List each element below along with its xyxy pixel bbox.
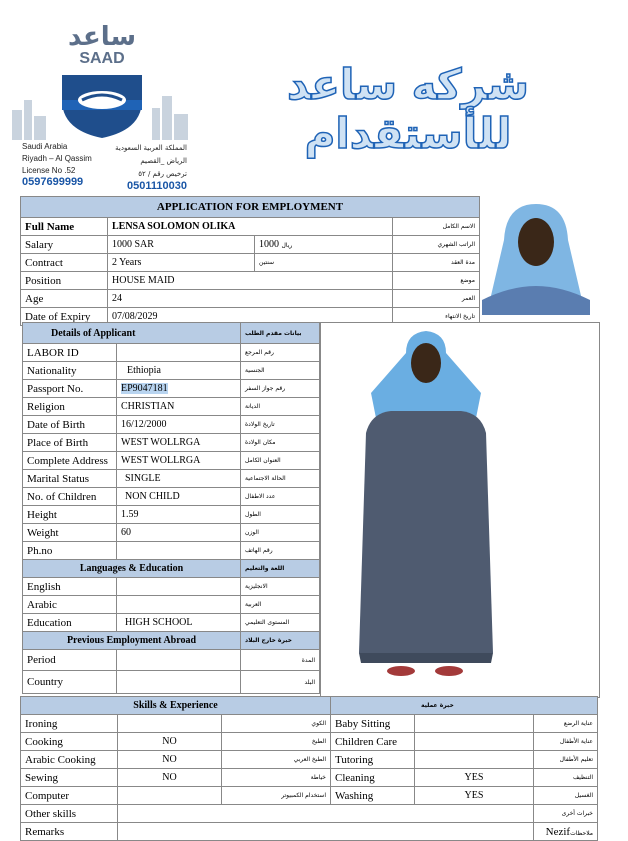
- marital-label: Marital Status: [23, 470, 117, 488]
- skills-table: [20, 696, 598, 841]
- remarks-label: Remarks: [21, 823, 118, 841]
- contract-value-ar: سنتين: [255, 254, 393, 272]
- company-banner-title: شركه ساعد للأستقدام: [287, 60, 529, 158]
- logo-country: Saudi Arabia: [22, 142, 68, 151]
- logo-left-info: [22, 140, 92, 187]
- logo-arabic-name: ساعد: [67, 22, 137, 52]
- english-value: [117, 578, 241, 596]
- religion-ar: الديانة: [241, 398, 320, 416]
- skills-header-ar: خبرة عملية: [331, 697, 598, 715]
- languages-header: [23, 560, 241, 578]
- english-ar: الانجليزية: [241, 578, 320, 596]
- details-table: [22, 322, 320, 694]
- phone-value: [117, 542, 241, 560]
- logo-city: Riyadh – Al Qassim: [22, 154, 92, 163]
- phone-label: Ph.no: [23, 542, 117, 560]
- logo-city-ar: الرياض _القصيم: [140, 157, 187, 165]
- address-label: Complete Address: [23, 452, 117, 470]
- education-ar: المستوى التعليمي: [241, 614, 320, 632]
- arabic-cooking-ar: الطبخ العربي: [222, 751, 331, 769]
- form-row-position: [21, 272, 480, 290]
- skyline-icon: [12, 90, 192, 140]
- logo-phone-right: 0501110030: [127, 180, 187, 192]
- dob-label: Date of Birth: [23, 416, 117, 434]
- salary-currency-ar: ريال: [281, 242, 293, 249]
- details-row: [23, 542, 320, 560]
- period-label: Period: [23, 650, 117, 671]
- arabic-value: [117, 596, 241, 614]
- arabic-cooking-value: NO: [118, 751, 222, 769]
- cooking-label: Cooking: [21, 733, 118, 751]
- details-row: [23, 416, 320, 434]
- form-row-age: [21, 290, 480, 308]
- ironing-ar: الكوي: [222, 715, 331, 733]
- form-title: APPLICATION FOR EMPLOYMENT: [21, 197, 480, 218]
- skill-row: [21, 733, 598, 751]
- age-label: Age: [21, 290, 108, 308]
- expiry-ar: تاريخ الانتهاء: [393, 308, 480, 326]
- languages-header-label: Languages & Education: [79, 563, 184, 574]
- sewing-label: Sewing: [21, 769, 118, 787]
- nationality-label: Nationality: [23, 362, 117, 380]
- labor-id-ar: رقم المرجع: [241, 344, 320, 362]
- marital-ar: الحالة الاجتماعية: [241, 470, 320, 488]
- logo-license-ar: ترخيص رقم / ٥٢: [138, 170, 187, 178]
- skill-row: [21, 715, 598, 733]
- lang-row: [23, 596, 320, 614]
- children-care-ar: عناية الأطفال: [534, 733, 598, 751]
- height-value: 1.59: [117, 506, 241, 524]
- weight-value: 60: [117, 524, 241, 542]
- details-header: [23, 323, 241, 344]
- remarks-blank: [118, 823, 534, 841]
- computer-label: Computer: [21, 787, 118, 805]
- position-value: HOUSE MAID: [108, 272, 393, 290]
- labor-id-label: LABOR ID: [23, 344, 117, 362]
- children-label: No. of Children: [23, 488, 117, 506]
- height-label: Height: [23, 506, 117, 524]
- full-name-ar: الاسم الكامل: [393, 218, 480, 236]
- address-value: WEST WOLLRGA: [117, 452, 241, 470]
- application-form: [20, 196, 480, 326]
- tutoring-ar: تعليم الأطفال: [534, 751, 598, 769]
- country-value: [117, 671, 241, 694]
- form-row-salary: [21, 236, 480, 254]
- cooking-ar: الطبخ: [222, 733, 331, 751]
- salary-label: Salary: [21, 236, 108, 254]
- prev-row: [23, 671, 320, 694]
- full-name-value: LENSA SOLOMON OLIKA: [108, 218, 393, 236]
- washing-label: Washing: [331, 787, 415, 805]
- details-header-ar: بيانات مقدم الطلب: [241, 323, 320, 344]
- lang-row: [23, 614, 320, 632]
- details-row: [23, 506, 320, 524]
- languages-header-ar: اللغة والتعليم: [241, 560, 320, 578]
- details-row: [23, 344, 320, 362]
- sewing-value: NO: [118, 769, 222, 787]
- computer-value: [118, 787, 222, 805]
- applicant-headshot-photo: [482, 200, 590, 315]
- birthplace-label: Place of Birth: [23, 434, 117, 452]
- logo-license: License No .52: [22, 166, 76, 175]
- other-skills-row: [21, 805, 598, 823]
- age-value: 24: [108, 290, 393, 308]
- details-row: [23, 362, 320, 380]
- baby-sitting-ar: عناية الرضع: [534, 715, 598, 733]
- cleaning-label: Cleaning: [331, 769, 415, 787]
- position-ar: موضع: [393, 272, 480, 290]
- ironing-label: Ironing: [21, 715, 118, 733]
- weight-label: Weight: [23, 524, 117, 542]
- details-header-label: Details of Applicant: [51, 327, 136, 339]
- arabic-label: Arabic: [23, 596, 117, 614]
- details-row: [23, 524, 320, 542]
- remarks-row: [21, 823, 598, 841]
- salary-value-2: 1000: [259, 239, 279, 250]
- expiry-value: 07/08/2029: [108, 308, 393, 326]
- arabic-ar: العربية: [241, 596, 320, 614]
- skill-row: [21, 787, 598, 805]
- salary-value: 1000 SAR: [108, 236, 255, 254]
- company-logo: [12, 12, 192, 192]
- details-row: [23, 452, 320, 470]
- address-ar: العنوان الكامل: [241, 452, 320, 470]
- skills-header-label: Skills & Experience: [133, 700, 218, 711]
- period-ar: المدة: [241, 650, 320, 671]
- prev-row: [23, 650, 320, 671]
- details-row: [23, 398, 320, 416]
- logo-english-name: SAAD: [79, 50, 125, 67]
- arabic-cooking-label: Arabic Cooking: [21, 751, 118, 769]
- phone-ar: رقم الهاتف: [241, 542, 320, 560]
- children-value: NON CHILD: [117, 488, 241, 506]
- full-body-photo-frame: [320, 322, 600, 698]
- age-ar: العمر: [393, 290, 480, 308]
- passport-ar: رقم جواز السفر: [241, 380, 320, 398]
- logo-phone-left: 0597699999: [22, 176, 84, 188]
- sewing-ar: خياطة: [222, 769, 331, 787]
- details-row: [23, 470, 320, 488]
- applicant-full-body-photo: [321, 323, 599, 697]
- skills-header: [21, 697, 331, 715]
- other-skills-label: Other skills: [21, 805, 118, 823]
- washing-ar: الغسيل: [534, 787, 598, 805]
- cleaning-ar: التنظيف: [534, 769, 598, 787]
- english-label: English: [23, 578, 117, 596]
- nationality-ar: الجنسية: [241, 362, 320, 380]
- birthplace-ar: مكان الولادة: [241, 434, 320, 452]
- children-care-value: [415, 733, 534, 751]
- baby-sitting-label: Baby Sitting: [331, 715, 415, 733]
- nationality-value: Ethiopia: [117, 362, 241, 380]
- marital-value: SINGLE: [117, 470, 241, 488]
- previous-header-label: Previous Employment Abroad: [66, 635, 197, 646]
- baby-sitting-value: [415, 715, 534, 733]
- religion-label: Religion: [23, 398, 117, 416]
- position-label: Position: [21, 272, 108, 290]
- other-skills-value: [118, 805, 534, 823]
- skill-row: [21, 769, 598, 787]
- washing-value: YES: [415, 787, 534, 805]
- logo-right-info: [107, 140, 187, 191]
- tutoring-value: [415, 751, 534, 769]
- country-label: Country: [23, 671, 117, 694]
- remarks-value: Nezif: [545, 825, 571, 838]
- cleaning-value: YES: [415, 769, 534, 787]
- dob-ar: تاريخ الولادة: [241, 416, 320, 434]
- passport-label: Passport No.: [23, 380, 117, 398]
- cooking-value: NO: [118, 733, 222, 751]
- tutoring-label: Tutoring: [331, 751, 415, 769]
- children-care-label: Children Care: [331, 733, 415, 751]
- form-row-contract: [21, 254, 480, 272]
- form-row-fullname: [21, 218, 480, 236]
- birthplace-value: WEST WOLLRGA: [117, 434, 241, 452]
- remarks-ar: ملاحظات: [570, 829, 593, 837]
- religion-value: CHRISTIAN: [117, 398, 241, 416]
- height-ar: الطول: [241, 506, 320, 524]
- other-skills-ar: خبرات أخرى: [534, 805, 598, 823]
- period-value: [117, 650, 241, 671]
- education-value: HIGH SCHOOL: [117, 614, 241, 632]
- logo-country-ar: المملكة العربية السعودية: [115, 144, 187, 152]
- details-row: [23, 434, 320, 452]
- contract-label: Contract: [21, 254, 108, 272]
- weight-ar: الوزن: [241, 524, 320, 542]
- skill-row: [21, 751, 598, 769]
- details-row: [23, 488, 320, 506]
- previous-header: [23, 632, 241, 650]
- full-name-label: Full Name: [21, 218, 108, 236]
- previous-header-ar: خبرة خارج البلاد: [241, 632, 320, 650]
- children-ar: عدد الاطفال: [241, 488, 320, 506]
- labor-id-value: [117, 344, 241, 362]
- education-label: Education: [23, 614, 117, 632]
- computer-ar: استخدام الكمبيوتر: [222, 787, 331, 805]
- salary-ar: الراتب الشهري: [393, 236, 480, 254]
- contract-ar: مدة العقد: [393, 254, 480, 272]
- lang-row: [23, 578, 320, 596]
- expiry-label: Date of Expiry: [21, 308, 108, 326]
- passport-value: EP9047181: [121, 383, 168, 394]
- ironing-value: [118, 715, 222, 733]
- contract-value: 2 Years: [108, 254, 255, 272]
- dob-value: 16/12/2000: [117, 416, 241, 434]
- country-ar: البلد: [241, 671, 320, 694]
- details-row: [23, 380, 320, 398]
